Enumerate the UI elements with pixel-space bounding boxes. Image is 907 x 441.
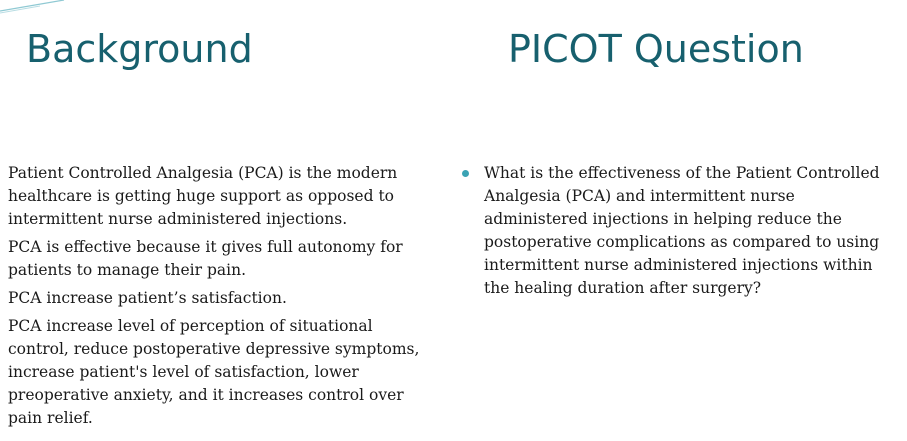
background-content — [8, 162, 426, 435]
picot-bullet-item — [462, 162, 892, 300]
background-paragraph: PCA is effective because it gives full autonomy for patients to manage their pain. — [8, 238, 403, 279]
background-paragraph: PCA increase level of perception of situational control, reduce postoperative depressive symptoms, increase patient's level of satisfaction, lower preoperative anxiety, and it increases control over pain relief. — [8, 317, 420, 427]
picot-question-text: What is the effectiveness of the Patient Controlled Analgesia (PCA) and intermittent nurse administered injections in helping reduce the postoperative complications as compared to using intermittent nurse administered injections within the healing duration after surgery? — [484, 164, 880, 297]
background-paragraph: Patient Controlled Analgesia (PCA) is the modern healthcare is getting huge support as opposed to intermittent nurse administered injections. — [8, 164, 398, 228]
corner-decoration — [0, 0, 80, 14]
picot-question-heading: PICOT Question — [508, 27, 804, 71]
bullet-dot-icon — [462, 170, 469, 177]
background-heading: Background — [26, 27, 253, 71]
picot-question-content — [462, 162, 892, 300]
background-paragraph: PCA increase patient’s satisfaction. — [8, 289, 287, 307]
